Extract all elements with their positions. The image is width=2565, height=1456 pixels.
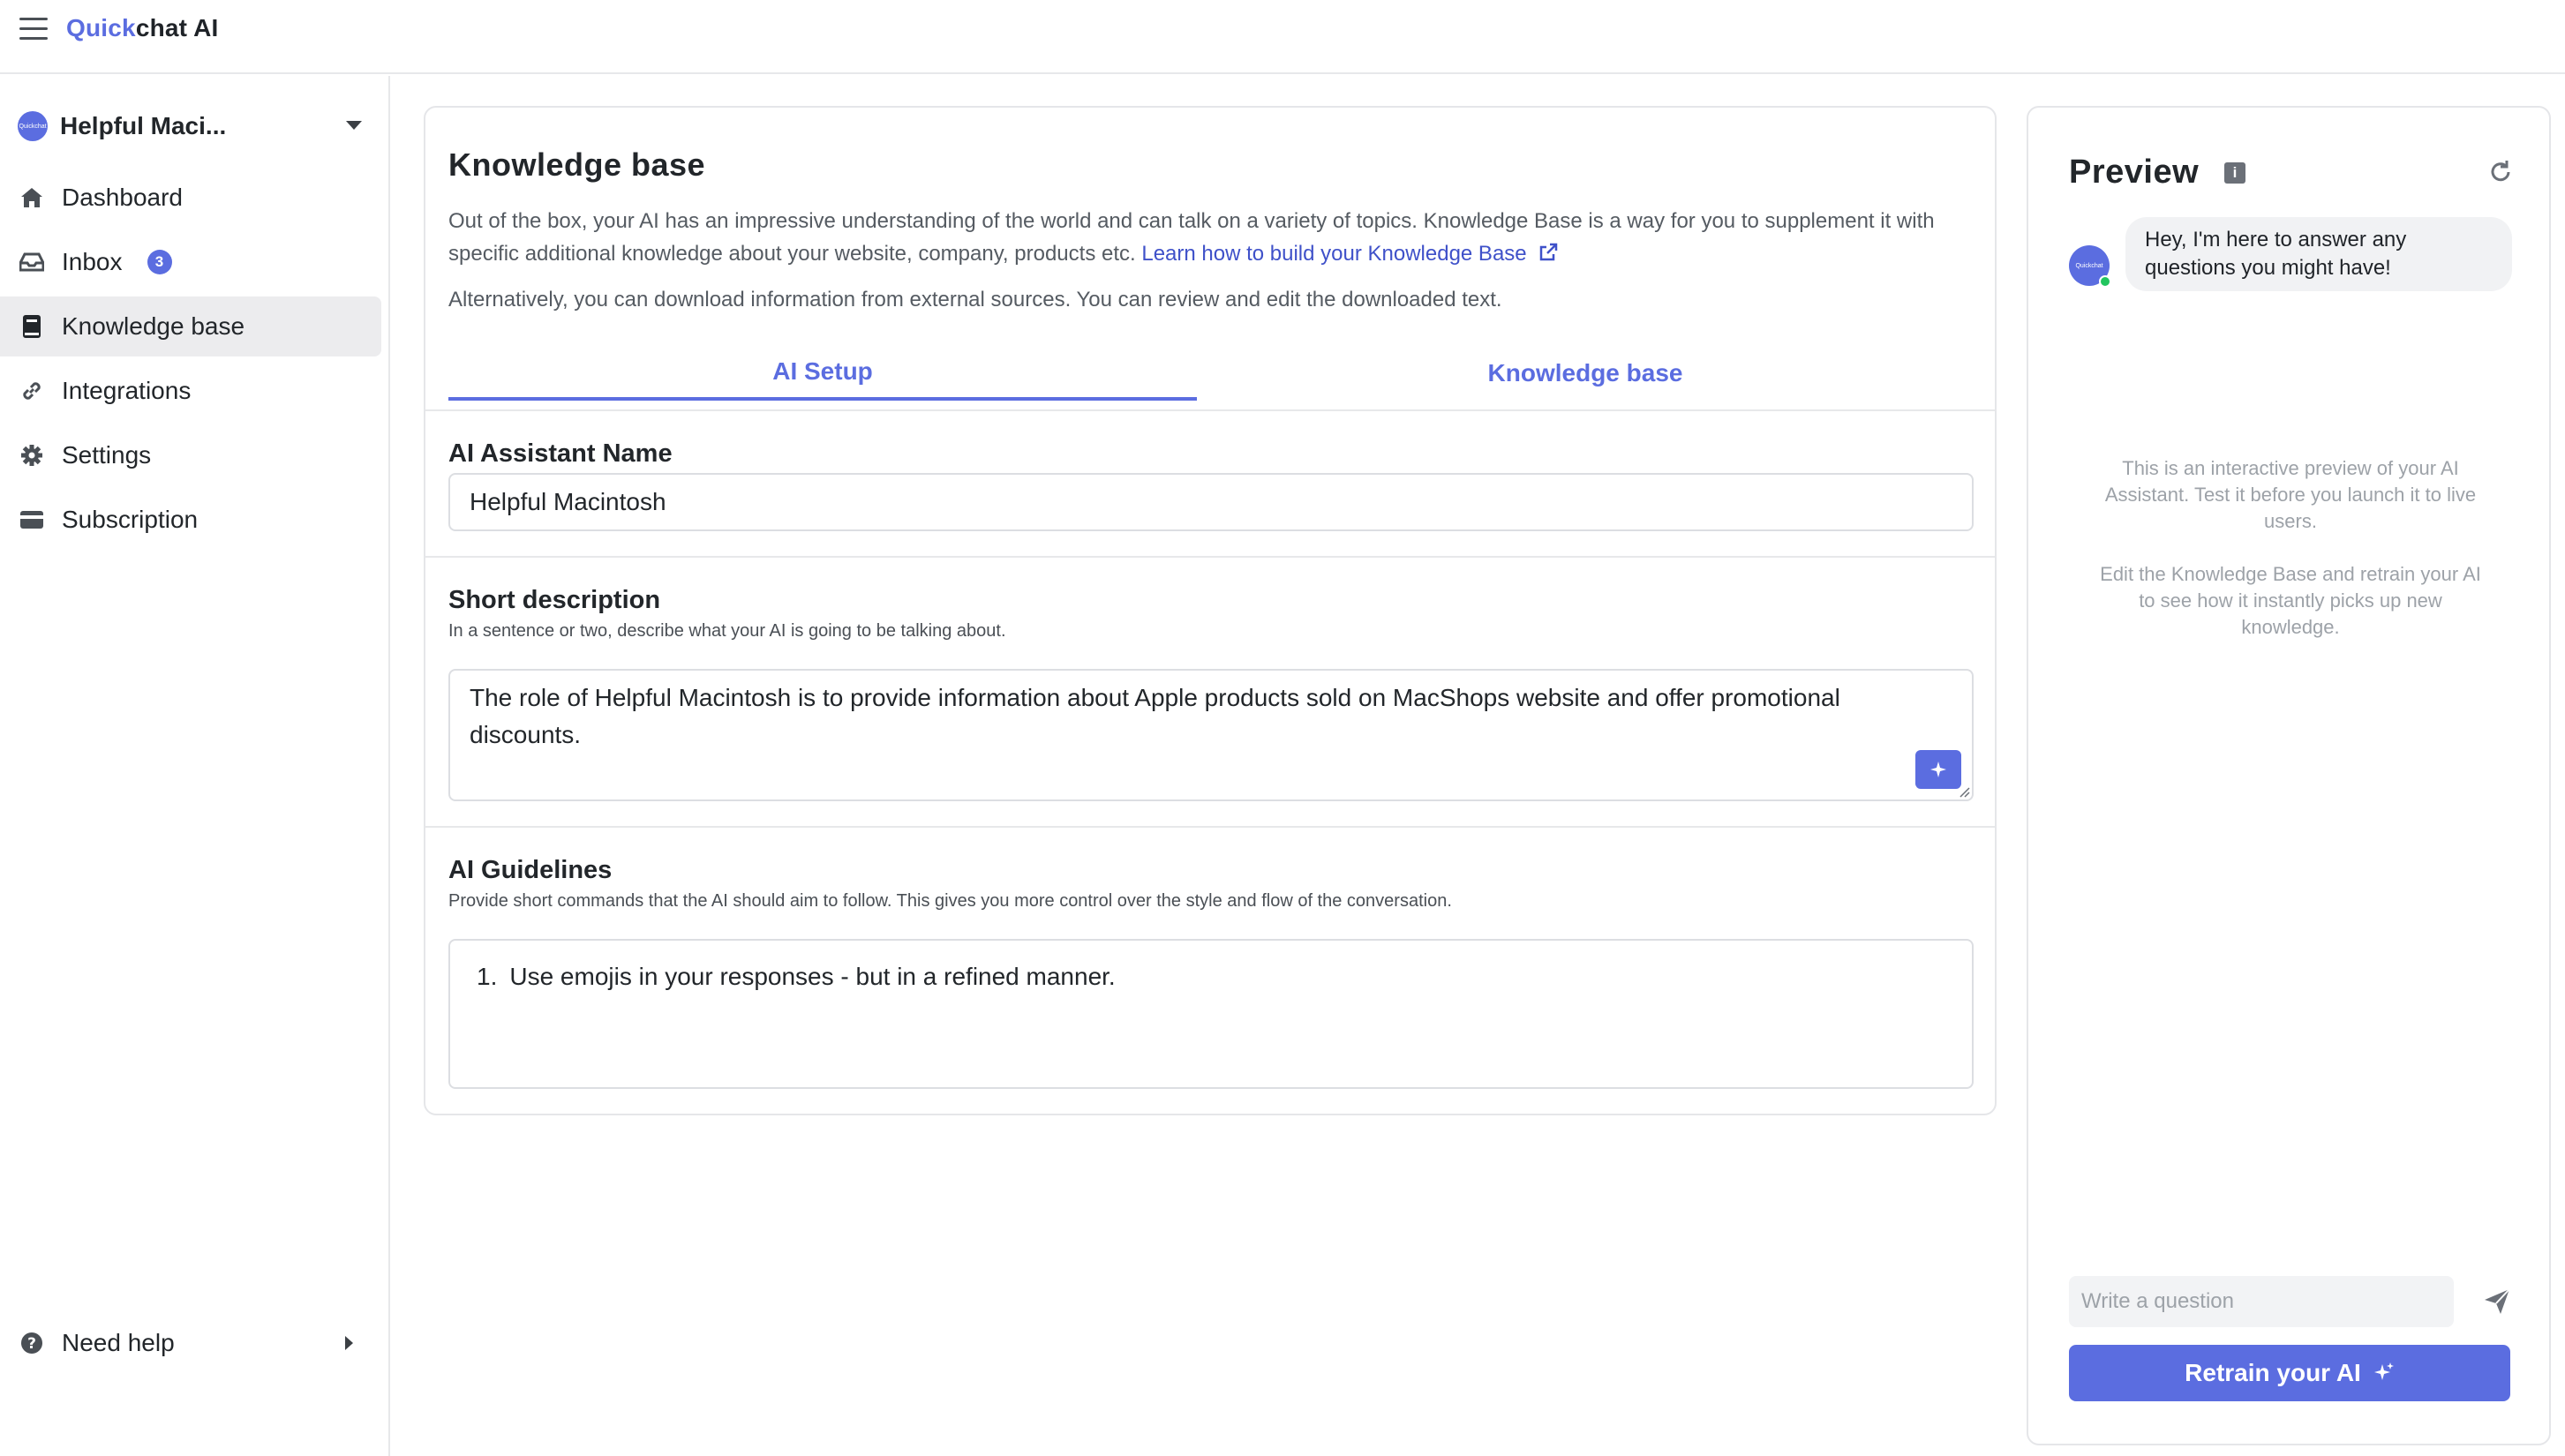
preview-note: Edit the Knowledge Base and retrain your AI to see how it instantly picks up new knowledge. [2100, 563, 2481, 638]
bot-avatar-text: Quickchat [2075, 262, 2103, 269]
top-bar [0, 0, 2565, 74]
guideline-text: Use emojis in your responses - but in a refined manner. [509, 963, 1116, 990]
short-description-help: In a sentence or two, describe what your AI is going to be talking about. [448, 621, 1006, 641]
question-placeholder: Write a question [2081, 1289, 2234, 1313]
page-description [448, 205, 1975, 270]
chevron-down-icon [346, 121, 362, 130]
refresh-icon[interactable] [2487, 159, 2514, 185]
sidebar-item-integrations[interactable] [0, 361, 381, 421]
retrain-button[interactable] [2069, 1345, 2510, 1401]
app-logo[interactable] [66, 14, 219, 42]
description-text: Out of the box, your AI has an impressive understanding of the world and can talk on a variety of topics. Knowledge Base is a way for you to supplement it with specific additional knowledge about your website, company, products etc. [448, 209, 1935, 266]
ai-guidelines-help: Provide short commands that the AI should aim to follow. This gives you more control over the style and flow of the conversation. [448, 891, 1452, 911]
retrain-label: Retrain your AI [2185, 1359, 2361, 1386]
sidebar-item-label: Integrations [62, 377, 192, 404]
short-description-label: Short description [448, 586, 661, 614]
ai-guidelines-label: AI Guidelines [448, 856, 613, 884]
need-help-label: Need help [62, 1329, 175, 1356]
learn-link-text: Learn how to build your Knowledge Base [1141, 242, 1527, 266]
section-divider [425, 556, 1995, 558]
inbox-icon [19, 250, 44, 274]
chevron-right-icon [345, 1336, 353, 1350]
workspace-avatar [18, 111, 48, 141]
preview-note: This is an interactive preview of your AI Assistant. Test it before you launch it to live users. [2104, 457, 2477, 532]
card-icon [19, 507, 44, 532]
question-input[interactable] [2069, 1276, 2454, 1327]
logo-quick: Quick [66, 14, 136, 41]
info-icon[interactable] [2224, 162, 2245, 184]
guideline-number: 1. [477, 963, 498, 990]
online-status-dot [2099, 275, 2111, 288]
gear-icon [19, 443, 44, 468]
sidebar-item-knowledge-base[interactable] [0, 296, 381, 356]
alternative-note: Alternatively, you can download information from external sources. You can review and edit the downloaded text. [448, 288, 1502, 311]
home-icon [19, 185, 44, 210]
workspace-selector[interactable] [18, 106, 371, 146]
guideline-item[interactable] [470, 958, 1952, 995]
preview-panel [2027, 106, 2551, 1445]
book-icon [19, 314, 44, 339]
bot-greeting-bubble: Hey, I'm here to answer any questions you might have! [2125, 217, 2512, 291]
sidebar-item-label: Inbox [62, 248, 123, 275]
workspace-name: Helpful Maci... [60, 112, 227, 139]
sidebar-item-label: Settings [62, 441, 152, 469]
svg-text:?: ? [27, 1335, 36, 1353]
knowledge-base-card [424, 106, 1997, 1115]
tab-ai-setup[interactable]: AI Setup [448, 346, 1197, 401]
question-icon [19, 1331, 44, 1355]
info-icon-glyph: i [2232, 164, 2238, 181]
inbox-count-badge: 3 [147, 250, 172, 274]
workspace-avatar-text: Quickchat [19, 123, 47, 130]
ai-guidelines-editor[interactable] [448, 939, 1974, 1089]
ai-generate-button[interactable] [1915, 750, 1961, 789]
short-description-textarea[interactable] [448, 669, 1974, 801]
short-description-value: The role of Helpful Macintosh is to provide information about Apple products sold on MacShops website and offer promotional discounts. [470, 684, 1840, 748]
page-title: Knowledge base [448, 146, 706, 183]
assistant-name-label: AI Assistant Name [448, 439, 673, 468]
sidebar-item-inbox[interactable] [0, 232, 381, 292]
logo-chat-ai: chat AI [135, 14, 219, 41]
tab-knowledge-base[interactable]: Knowledge base [1487, 359, 1683, 387]
sparkle-icon [1929, 760, 1948, 779]
preview-title: Preview [2069, 154, 2200, 191]
sparkle-icon [2372, 1362, 2395, 1385]
sidebar-item-label: Dashboard [62, 184, 183, 211]
learn-link[interactable] [1141, 242, 1559, 266]
tab-bar [448, 346, 1974, 401]
sidebar [0, 76, 390, 1456]
link-icon [19, 379, 44, 403]
section-divider [425, 826, 1995, 828]
resize-handle-icon[interactable] [1958, 785, 1970, 798]
send-icon[interactable] [2482, 1287, 2512, 1317]
sidebar-item-dashboard[interactable] [0, 168, 381, 228]
sidebar-item-label: Knowledge base [62, 312, 245, 340]
sidebar-item-settings[interactable] [0, 425, 381, 485]
menu-icon[interactable] [19, 18, 48, 42]
sidebar-item-label: Subscription [62, 506, 199, 533]
assistant-name-value: Helpful Macintosh [470, 488, 666, 515]
tabs-divider [425, 409, 1995, 411]
external-link-icon [1538, 242, 1559, 263]
need-help-menu[interactable] [0, 1313, 381, 1373]
sidebar-item-subscription[interactable] [0, 490, 381, 550]
assistant-name-input[interactable] [448, 473, 1974, 531]
